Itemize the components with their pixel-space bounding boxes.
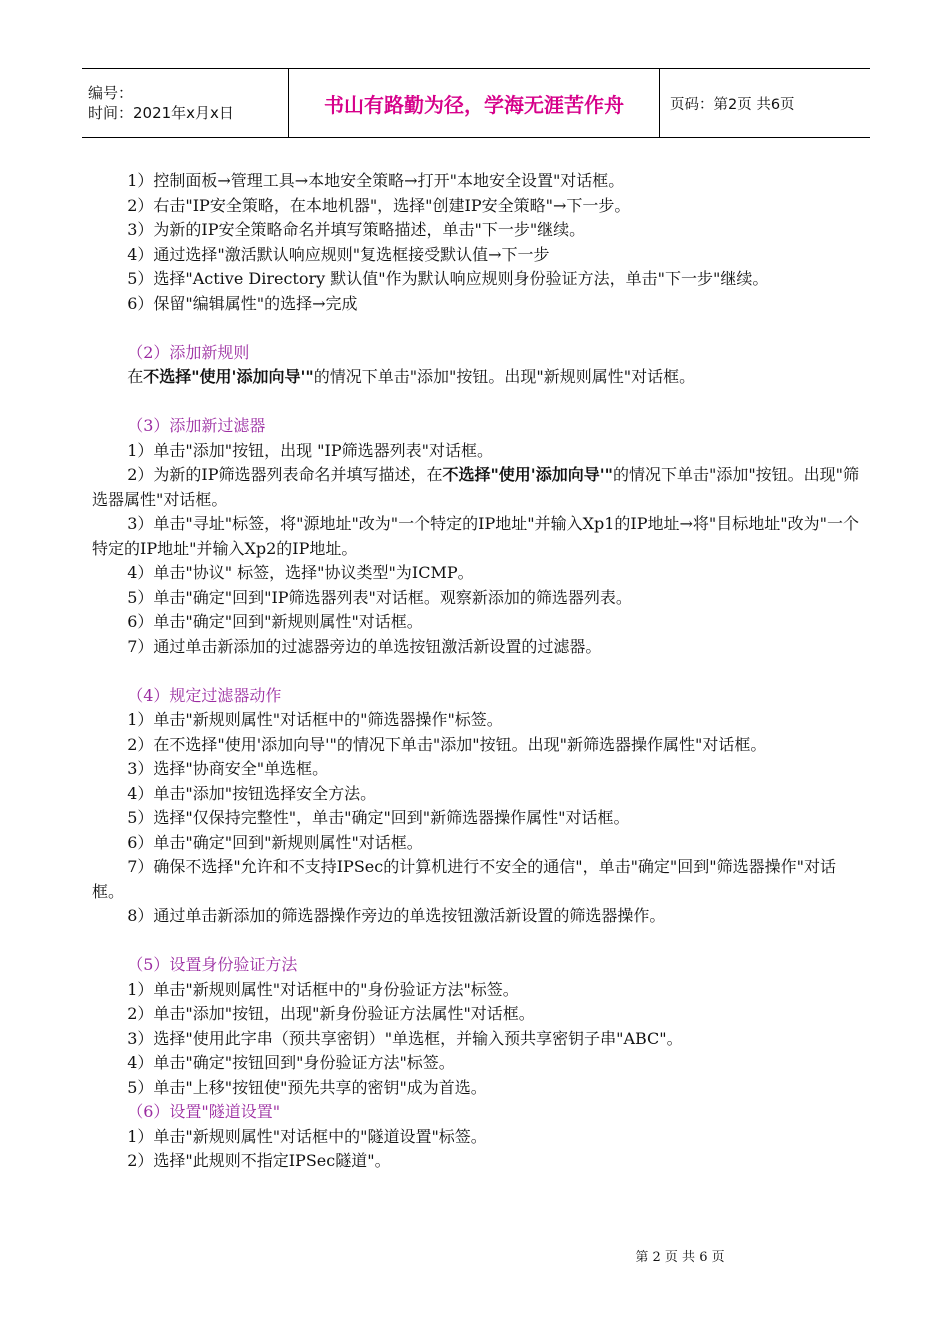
intro-step: 1）控制面板→管理工具→本地安全策略→打开"本地安全设置"对话框。 bbox=[127, 171, 625, 190]
section2-text bbox=[92, 365, 862, 390]
spacer bbox=[92, 929, 862, 954]
page-info-text: 页码：第2页 共6页 bbox=[670, 96, 795, 113]
header-meta bbox=[82, 69, 289, 137]
page-footer: 第 2 页 共 6 页 bbox=[635, 1250, 725, 1265]
section5-step: 5）单击"上移"按钮使"预先共享的密钥"成为首选。 bbox=[127, 1077, 487, 1097]
section3-step: 6）单击"确定"回到"新规则属性"对话框。 bbox=[127, 612, 423, 631]
intro-step: 3）为新的IP安全策略命名并填写策略描述，单击"下一步"继续。 bbox=[127, 220, 586, 239]
document-body bbox=[92, 169, 862, 1174]
section4-step: 3）选择"协商安全"单选框。 bbox=[127, 759, 329, 778]
intro-step: 5）选择"Active Directory 默认值"作为默认响应规则身份验证方法，单击"下一步"继续。 bbox=[127, 269, 769, 288]
section-title-5: （5）设置身份验证方法 bbox=[127, 955, 298, 974]
number-label: 编号： bbox=[88, 84, 134, 102]
spacer bbox=[92, 659, 862, 684]
section4-step: 6）单击"确定"回到"新规则属性"对话框。 bbox=[127, 832, 423, 852]
section5-step: 1）单击"新规则属性"对话框中的"身份验证方法"标签。 bbox=[127, 979, 519, 999]
header-page-info bbox=[660, 69, 870, 137]
section4-step: 5）选择"仅保持完整性"，单击"确定"回到"新筛选器操作属性"对话框。 bbox=[127, 808, 630, 827]
section3-step2-post: 的情况下单击"添加"按钮。出现"筛选器属性"对话框。 bbox=[92, 465, 860, 509]
section3-step2-pre: 2）为新的IP筛选器列表命名并填写描述，在 bbox=[127, 465, 443, 484]
section-title-3: （3）添加新过滤器 bbox=[127, 416, 266, 435]
section3-step: 7）通过单击新添加的过滤器旁边的单选按钮激活新设置的过滤器。 bbox=[127, 636, 602, 656]
section4-step: 2）在不选择"使用'添加向导'"的情况下单击"添加"按钮。出现"新筛选器操作属性"对话框。 bbox=[127, 734, 767, 754]
section4-step: 7）确保不选择"允许和不支持IPSec的计算机进行不安全的通信"，单击"确定"回到"筛选器操作"对话框。 bbox=[92, 857, 837, 901]
page-header bbox=[82, 68, 870, 138]
intro-step: 2）右击"IP安全策略，在本地机器"，选择"创建IP安全策略"→下一步。 bbox=[127, 195, 631, 215]
section2-text-bold: 不选择"使用'添加向导'" bbox=[143, 367, 314, 386]
section5-step: 2）单击"添加"按钮，出现"新身份验证方法属性"对话框。 bbox=[127, 1004, 535, 1023]
section3-step: 3）单击"寻址"标签，将"源地址"改为"一个特定的IP地址"并输入Xp1的IP地址→将"目标地址"改为"一个特定的IP地址"并输入Xp2的IP地址。 bbox=[92, 514, 859, 558]
header-motto bbox=[289, 69, 660, 137]
section2-text-post: 的情况下单击"添加"按钮。出现"新规则属性"对话框。 bbox=[313, 367, 696, 386]
section6-step: 2）选择"此规则不指定IPSec隧道"。 bbox=[127, 1151, 391, 1170]
spacer bbox=[92, 316, 862, 341]
section-title-6: （6）设置"隧道设置" bbox=[127, 1102, 281, 1121]
section5-step: 4）单击"确定"按钮回到"身份验证方法"标签。 bbox=[127, 1053, 455, 1072]
section2-text-pre: 在 bbox=[127, 367, 144, 386]
section-title-4: （4）规定过滤器动作 bbox=[127, 685, 282, 705]
intro-step: 6）保留"编辑属性"的选择→完成 bbox=[127, 293, 358, 313]
section3-step: 4）单击"协议" 标签，选择"协议类型"为ICMP。 bbox=[127, 563, 474, 582]
section4-step: 8）通过单击新添加的筛选器操作旁边的单选按钮激活新设置的筛选器操作。 bbox=[127, 906, 666, 925]
section4-step: 4）单击"添加"按钮选择安全方法。 bbox=[127, 783, 377, 803]
section6-step: 1）单击"新规则属性"对话框中的"隧道设置"标签。 bbox=[127, 1126, 487, 1146]
section3-step2-bold: 不选择"使用'添加向导'" bbox=[442, 465, 613, 484]
spacer bbox=[92, 390, 862, 415]
motto-text: 书山有路勤为径，学海无涯苦作舟 bbox=[324, 92, 624, 117]
section3-step: 1）单击"添加"按钮，出现 "IP筛选器列表"对话框。 bbox=[127, 440, 493, 460]
section-title-2: （2）添加新规则 bbox=[127, 342, 250, 362]
date-label: 时间：2021年x月x日 bbox=[88, 104, 234, 122]
section5-step: 3）选择"使用此字串（预共享密钥）"单选框，并输入预共享密钥子串"ABC"。 bbox=[127, 1028, 683, 1048]
intro-step: 4）通过选择"激活默认响应规则"复选框接受默认值→下一步 bbox=[127, 244, 550, 264]
section4-step: 1）单击"新规则属性"对话框中的"筛选器操作"标签。 bbox=[127, 710, 503, 729]
section3-step bbox=[92, 463, 862, 512]
section3-step: 5）单击"确定"回到"IP筛选器列表"对话框。观察新添加的筛选器列表。 bbox=[127, 587, 632, 607]
